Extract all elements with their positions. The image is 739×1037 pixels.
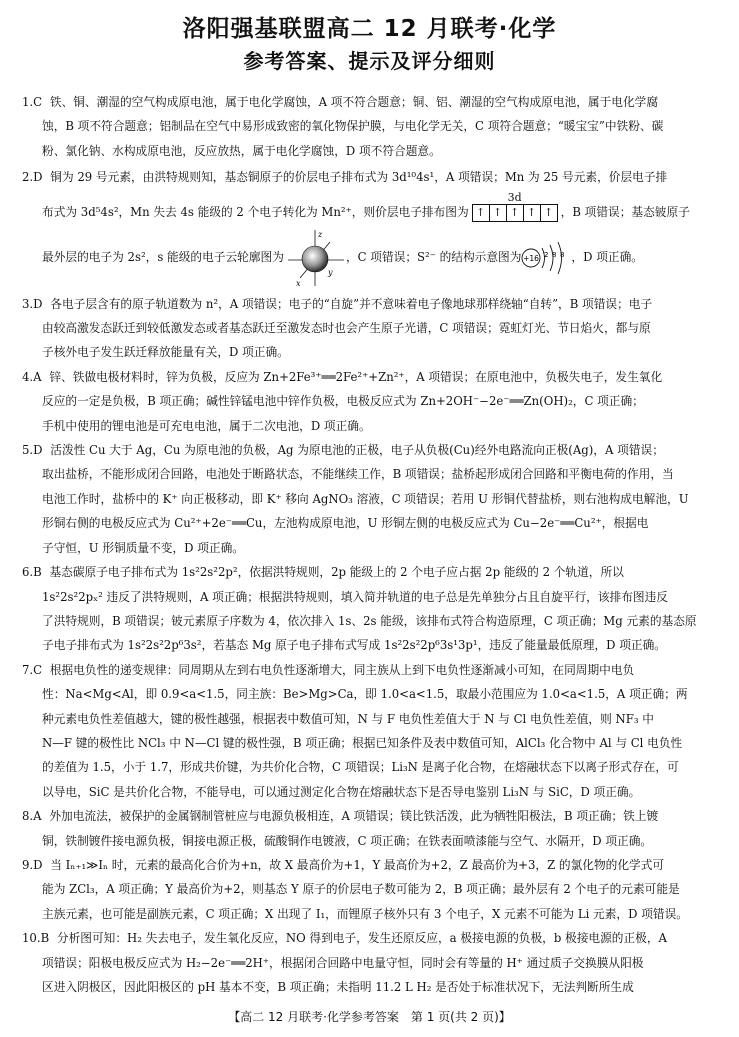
item-text: 了洪特规则，B 项错误；铍元素原子序数为 4，依次排入 1s、2s 能级，该排布式符合构造原理，C 项正确；Mg 元素的基态原 [42,613,697,628]
item-number: 10. [22,931,41,946]
answer-body [22,90,722,999]
answer-item-4 [22,365,722,438]
item-text: 子电子排布式为 1s²2s²2p⁶3s²，若基态 Mg 原子电子排布式写成 1s²2s²2p⁶3s¹3p¹，违反了能量最低原理，D 项正确。 [42,638,666,653]
axis-label-z: z [317,229,323,239]
answer-item-5 [22,438,722,560]
page-title: 洛阳强基联盟高二 12 月联考·化学 [182,16,557,42]
item-number: 7. [22,662,34,677]
item-text: 布式为 3d⁵4s²，Mn 失去 4s 能级的 2 个电子转化为 Mn²⁺，则价层电子排布图为 [42,205,469,220]
orbital-diagram [472,190,558,222]
axis-label-y: y [327,267,333,277]
orbital-cell: ↑ [507,205,524,221]
item-number: 4. [22,369,34,384]
item-text: 电池工作时，盐桥中的 K⁺ 向正极移动，即 K⁺ 移向 AgNO₃ 溶液，C 项错误；若用 U 形铜代替盐桥，则右池构成电解池，U [42,491,689,506]
item-number: 9. [22,857,34,872]
shell-electrons: 8 [552,250,557,259]
item-number: 5. [22,443,34,458]
item-answer: A [33,369,42,384]
item-answer: D [33,296,43,311]
item-text: 区进入阴极区，因此阳极区的 pH 基本不变，B 项正确；未指明 11.2 L H₂ 是否处于标准状况下，无法判断所生成 [42,980,634,994]
item-number: 3. [22,296,34,311]
answer-item-2 [22,165,722,287]
item-number: 6. [22,565,34,580]
item-text: 锌、铁做电极材料时，锌为负极，反应为 Zn+2Fe³⁺══2Fe²⁺+Zn²⁺，A 项错误；在原电池中，负极失电子，发生氧化 [49,369,663,384]
item-answer: C [33,662,43,677]
item-text: 各电子层含有的原子轨道数为 n²，A 项错误；电子的“自旋”并不意味着电子像地球那样绕轴“自转”，B 项错误；电子 [50,296,653,311]
answer-item-7 [22,658,722,804]
answer-item-1 [22,90,722,163]
item-text: 铜，铁制镀件接电源负极，铜接电源正极，硫酸铜作电镀液，C 项正确；在铁表面喷漆能与空气、水隔开，D 项正确。 [42,833,653,848]
answer-item-10 [22,926,722,999]
item-text: 最外层的电子为 2s²，s 能级的电子云轮廓图为 [42,250,284,265]
item-text: 手机中使用的锂电池是可充电电池，属于二次电池，D 项正确。 [42,418,371,433]
item-answer: B [40,931,50,946]
item-number: 1. [22,95,34,109]
shell-electrons: 2 [544,250,549,259]
item-text: 外加电流法，被保护的金属钢制管桩应与电源负极相连，A 项错误；镁比铁活泼，此为牺牲阳极法，B 项正确；铁上镀 [49,809,659,824]
item-text: 分析图可知：H₂ 失去电子，发生氧化反应，NO 得到电子，发生还原反应，a 极接电源的负极，b 极接电源的正极，A [56,931,667,946]
orbital-cell: ↑ [490,205,507,221]
item-text: 以导电，SiC 是共价化合物，不能导电，可以通过测定化合物在熔融状态下是否导电鉴别 Li₃N 与 SiC，D 项正确。 [42,784,641,799]
item-text: 性：Na<Mg<Al，即 0.9<a<1.5，同主族：Be>Mg>Ca，即 1.0<a<1.5，取最小范围应为 1.0<a<1.5，A 项正确；两 [42,687,688,702]
item-text: 蚀，B 项不符合题意；铝制品在空气中易形成致密的氧化物保护膜，与电化学无关，C 项符合题意；“暖宝宝”中铁粉、碳 [42,119,664,134]
item-text: N—F 键的极性比 NCl₃ 中 N—Cl 键的极性强，B 项正确；根据已知条件及表中数值可知，AlCl₃ 化合物中 Al 与 Cl 电负性 [42,735,683,750]
item-text: 子守恒，U 形铜质量不变，D 项正确。 [42,540,244,555]
orbital-cell: ↑ [473,205,490,221]
item-text: 铁、铜、潮湿的空气构成原电池，属于电化学腐蚀，A 项不符合题意；铜、铝、潮湿的空气构成原电池，属于电化学腐 [49,95,659,109]
s2-ion-structure-diagram [521,240,571,276]
item-text: 铜为 29 号元素，由洪特规则知，基态铜原子的价层电子排布式为 3d¹⁰4s¹，A 项错误；Mn 为 25 号元素，价层电子排 [50,170,668,185]
item-text: 子核外电子发生跃迁释放能量有关，D 项正确。 [42,345,289,360]
item-text: 主族元素，也可能是副族元素，C 项正确；X 出现了 I₁，而锂原子核外只有 3 个电子，X 元素不可能为 Li 元素，D 项错误。 [42,906,688,921]
item-number: 2. [22,170,34,185]
answer-item-8 [22,804,722,853]
item-answer: C [33,95,43,109]
answer-item-3 [22,292,722,365]
item-text: ，C 项错误；S²⁻ 的结构示意图为 [345,250,522,265]
item-number: 8. [22,809,34,824]
orbital-cell: ↑ [524,205,541,221]
item-text: 根据电负性的递变规律：同周期从左到右电负性逐渐增大，同主族从上到下电负性逐渐减小可知，在同周期中电负 [49,662,635,677]
orbital-label: 3d [507,190,522,204]
item-text: 种元素电负性差值越大，键的极性越强，根据表中数值可知，N 与 F 电负性差值大于 N 与 Cl 电负性差值，则 NF₃ 中 [42,711,654,726]
shell-electrons: 8 [560,250,565,259]
item-text: ，B 项错误；基态铍原子 [560,205,690,220]
item-text: 由较高激发态跃迁到较低激发态或者基态跃迁至激发态时也会产生原子光谱，C 项错误；霓虹灯光、节日焰火，都与原 [42,321,651,336]
item-answer: D [33,443,43,458]
s-orbital-diagram [284,228,346,288]
item-text: 取出盐桥，不能形成闭合回路，电池处于断路状态，不能继续工作，B 项错误；盐桥起形成闭合回路和平衡电荷的作用，当 [42,467,674,482]
item-answer: D [33,170,43,185]
item-text: 当 Iₙ₊₁≫Iₙ 时，元素的最高化合价为+n，故 X 最高价为+1，Y 最高价为+2，Z 最高价为+3，Z 的氯化物的化学式可 [50,857,665,872]
item-answer: A [33,809,42,824]
item-text: 形铜右侧的电极反应式为 Cu²⁺+2e⁻══Cu，左池构成原电池，U 形铜左侧的电极反应式为 Cu−2e⁻══Cu²⁺，根据电 [42,516,649,531]
item-answer: D [33,857,43,872]
item-text: 1s²2s²2pₓ² 违反了洪特规则，A 项正确；根据洪特规则，填入简并轨道的电子总是先单独分占且自旋平行，该排布图违反 [42,589,668,604]
item-text: 粉、氯化钠、水构成原电池，反应放热，属于电化学腐蚀，D 项不符合题意。 [42,143,441,158]
page-footer: 【高二 12 月联考·化学参考答案 第 1 页(共 2 页)】 [228,1010,511,1024]
item-text: 项错误；阳极电极反应式为 H₂−2e⁻══2H⁺，根据闭合回路中电量守恒，同时会有等量的 H⁺ 通过质子交换膜从阳极 [42,955,644,970]
item-text: 的差值为 1.5，小于 1.7，形成共价键，为共价化合物，C 项错误；Li₃N 是离子化合物，在熔融状态下以离子形式存在，可 [42,760,679,775]
page-subtitle: 参考答案、提示及评分细则 [243,49,496,73]
answer-item-6 [22,560,722,658]
answer-item-9 [22,853,722,926]
orbital-cell: ↑ [544,205,554,219]
item-text: 活泼性 Cu 大于 Ag，Cu 为原电池的负极，Ag 为原电池的正极，电子从负极(Cu)经外电路流向正极(Ag)，A 项错误； [50,443,664,458]
item-answer: B [33,565,42,580]
item-text: 能为 ZCl₃，A 项正确；Y 最高价为+2，则基态 Y 原子的价层电子数可能为 2，B 项正确；最外层有 2 个电子的元素可能是 [42,882,680,897]
axis-label-x: x [295,278,301,288]
item-text: ，D 项正确。 [571,250,643,265]
nucleus-charge: +16 [523,253,540,263]
item-text: 基态碳原子电子排布式为 1s²2s²2p²，依据洪特规则，2p 能级上的 2 个电子应占据 2p 能级的 2 个轨道，所以 [49,565,624,580]
item-text: 反应的一定是负极，B 项正确；碱性锌锰电池中锌作负极，电极反应式为 Zn+2OH⁻−2e⁻══Zn(OH)₂，C 项正确； [42,394,644,409]
